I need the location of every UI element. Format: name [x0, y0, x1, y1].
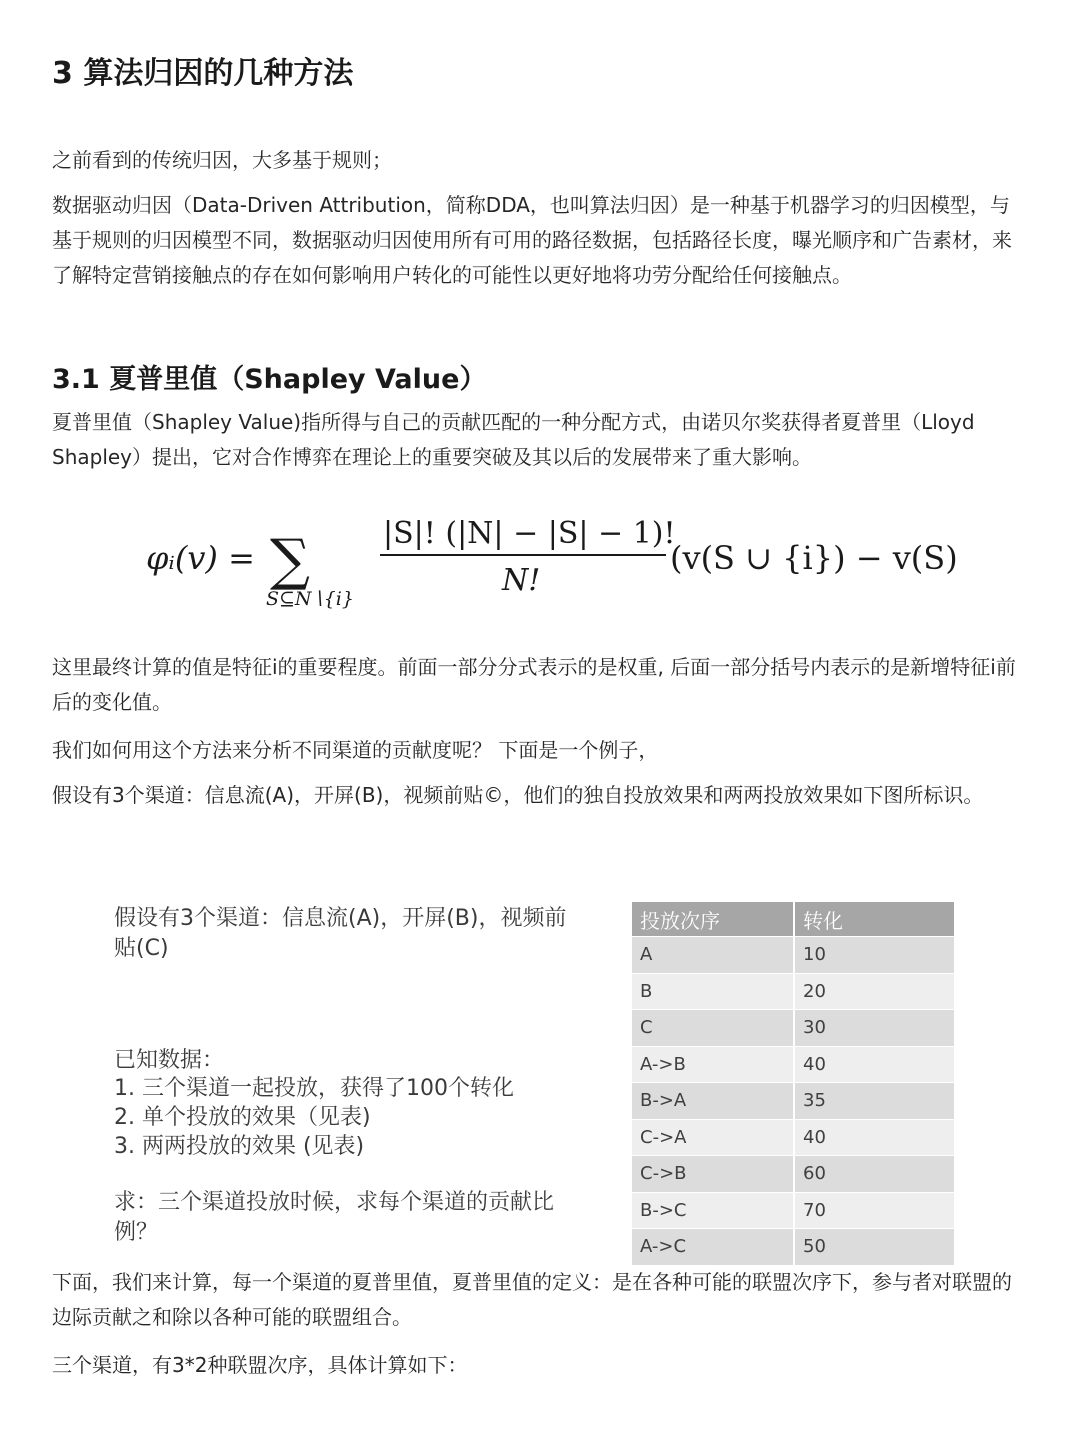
- conversion-table: [632, 902, 954, 1265]
- table-cell-conversion: 30: [793, 1009, 954, 1046]
- section-heading: 3 算法归因的几种方法: [52, 56, 354, 91]
- intro-paragraph: 之前看到的传统归因，大多基于规则；: [52, 148, 392, 172]
- table-row: [632, 1119, 954, 1156]
- table-row: [632, 1228, 954, 1265]
- table-cell-conversion: 40: [793, 1046, 954, 1083]
- table-cell-order: B->C: [632, 1192, 793, 1229]
- table-cell-conversion: 40: [793, 1119, 954, 1156]
- table-cell-order: C->A: [632, 1119, 793, 1156]
- example-slide-image: [100, 888, 980, 1258]
- formula-sum-sign: ∑: [270, 528, 310, 593]
- table-cell-conversion: 60: [793, 1155, 954, 1192]
- formula-lhs: φᵢ(v) =: [146, 539, 255, 577]
- table-cell-order: C: [632, 1009, 793, 1046]
- table-cell-conversion: 35: [793, 1082, 954, 1119]
- table-cell-order: C->B: [632, 1155, 793, 1192]
- explanation-paragraph: 这里最终计算的值是特征i的重要程度。前面一部分分式表示的是权重, 后面一部分括号内表示的是新增特征i前后的变化值。: [52, 655, 1016, 714]
- slide-known-item: 2. 单个投放的效果（见表): [114, 1105, 371, 1130]
- slide-title: 假设有3个渠道：信息流(A)，开屏(B)，视频前贴(C): [114, 906, 567, 961]
- slide-question: 求：三个渠道投放时候，求每个渠道的贡献比例？: [114, 1190, 555, 1245]
- table-header-row: [632, 902, 954, 936]
- formula-svg: [140, 505, 960, 625]
- slide-known-item: 1. 三个渠道一起投放，获得了100个转化: [114, 1076, 514, 1101]
- table-row: [632, 1082, 954, 1119]
- dda-paragraph: 数据驱动归因（Data-Driven Attribution，简称DDA，也叫算法归因）是一种基于机器学习的归因模型，与基于规则的归因模型不同，数据驱动归因使用所有可用的路径数据，包括路径长度，曝光顺序和广告素材，来了解特定营销接触点的存在如何影响用户转化的可能性以更好地将功劳分配给任何接触点。: [52, 193, 1012, 287]
- table-cell-conversion: 10: [793, 936, 954, 973]
- column-header-conversion: 转化: [793, 902, 954, 936]
- subsection-heading: 3.1 夏普里值（Shapley Value）: [52, 364, 487, 395]
- table-row: [632, 1046, 954, 1083]
- table-row: [632, 1155, 954, 1192]
- shapley-paragraph: 夏普里值（Shapley Value)指所得与自己的贡献匹配的一种分配方式，由诺贝尔奖获得者夏普里（Lloyd Shapley）提出，它对合作博弈在理论上的重要突破及其以后的发展带来了重大影响。: [52, 410, 975, 469]
- formula-sum-subscript: S⊆N∖{i}: [266, 588, 354, 610]
- table-cell-conversion: 20: [793, 973, 954, 1010]
- example-paragraph: 假设有3个渠道：信息流(A)，开屏(B)，视频前贴©，他们的独自投放效果和两两投放效果如下图所标识。: [52, 783, 984, 807]
- table-cell-order: A: [632, 936, 793, 973]
- table-row: [632, 936, 954, 973]
- formula-rhs: (v(S ∪ {i}) − v(S)): [670, 539, 960, 577]
- question-paragraph: 我们如何用这个方法来分析不同渠道的贡献度呢？ 下面是一个例子，: [52, 738, 659, 762]
- coalition-order-paragraph: 三个渠道，有3*2种联盟次序，具体计算如下：: [52, 1353, 468, 1377]
- shapley-formula: [140, 505, 960, 625]
- column-header-order: 投放次序: [632, 902, 793, 936]
- table-row: [632, 1192, 954, 1229]
- table-cell-order: A->C: [632, 1228, 793, 1265]
- calculation-intro-paragraph: 下面，我们来计算，每一个渠道的夏普里值，夏普里值的定义：是在各种可能的联盟次序下，参与者对联盟的边际贡献之和除以各种可能的联盟组合。: [52, 1270, 1012, 1329]
- table-cell-order: B->A: [632, 1082, 793, 1119]
- formula-denominator: N!: [502, 563, 541, 598]
- slide-known-label: 已知数据：: [114, 1048, 225, 1073]
- table-cell-order: A->B: [632, 1046, 793, 1083]
- slide-known-item: 3. 两两投放的效果 (见表): [114, 1134, 365, 1159]
- formula-numerator: |S|! (|N| − |S| − 1)!: [383, 516, 676, 551]
- table-cell-conversion: 70: [793, 1192, 954, 1229]
- table-row: [632, 1009, 954, 1046]
- table-row: [632, 973, 954, 1010]
- table-cell-conversion: 50: [793, 1228, 954, 1265]
- table-cell-order: B: [632, 973, 793, 1010]
